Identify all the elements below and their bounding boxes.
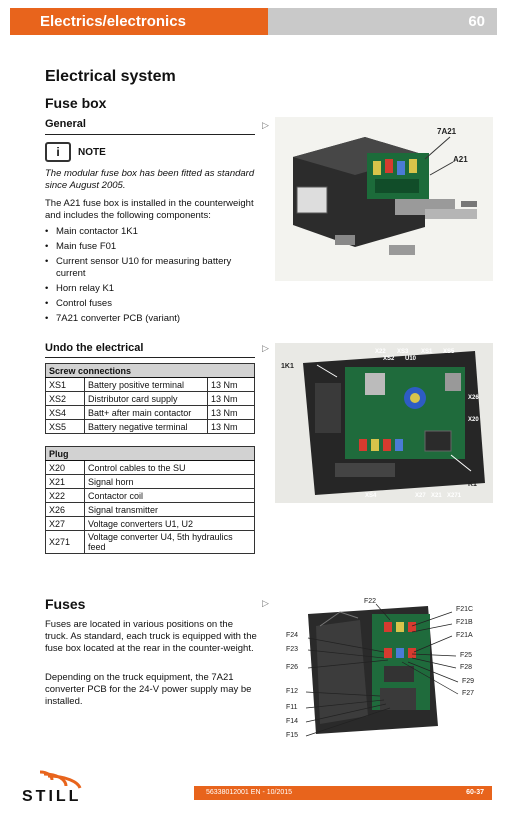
photo-label: X21 <box>431 493 442 499</box>
page-number: 60-37 <box>466 789 484 796</box>
table-row <box>46 378 255 392</box>
divider <box>45 357 255 358</box>
table-cell: Distributor card supply <box>85 392 208 406</box>
table-cell: XS4 <box>46 406 85 420</box>
photo-label: X26 <box>468 395 479 401</box>
page-header <box>10 8 497 35</box>
table-cell: Voltage converters U1, U2 <box>85 517 255 531</box>
page-title: Electrical system <box>45 68 176 85</box>
photo-label: X27 <box>415 493 426 499</box>
chapter-number: 60 <box>268 8 497 35</box>
doc-reference: 56338012001 EN - 10/2015 <box>206 789 293 796</box>
table-title: Plug <box>46 447 255 461</box>
fuse-box-photo <box>275 117 493 281</box>
photo-label: F11 <box>286 704 298 711</box>
photo-label: U10 <box>405 356 417 362</box>
header-title: Electrics/electronics <box>10 8 268 35</box>
photo-label: F21C <box>456 606 474 613</box>
table-row <box>46 489 255 503</box>
table-row <box>46 461 255 475</box>
photo-label: F27 <box>462 690 475 697</box>
table-cell: XS5 <box>46 420 85 434</box>
photo-label: F15 <box>286 732 299 739</box>
table-cell: X27 <box>46 517 85 531</box>
photo-label: F21A <box>456 632 473 639</box>
table-row <box>46 503 255 517</box>
footer-bar <box>194 786 492 800</box>
table-cell: Batt+ after main contactor <box>85 406 208 420</box>
list-item: • Main fuse F01 <box>45 241 257 253</box>
photo-label: XS3 <box>397 349 409 355</box>
photo-label: F14 <box>286 718 299 725</box>
table-cell: 13 Nm <box>208 378 255 392</box>
photo-label: XS4 <box>365 493 377 499</box>
list-item: • Horn relay K1 <box>45 283 257 295</box>
table-cell: X22 <box>46 489 85 503</box>
table-row <box>46 531 255 554</box>
photo-label: F22 <box>364 598 377 605</box>
fuse-box-layout-illustration <box>275 343 493 503</box>
fuses-text: Depending on the truck equipment, the 7A21 converter PCB for the 24-V power supply may be installed. <box>45 672 252 707</box>
photo-label: F24 <box>286 632 299 639</box>
table-title: Screw connections <box>46 364 255 378</box>
fuse-box-layout-photo <box>275 343 493 503</box>
fuses-heading: Fuses <box>45 596 86 612</box>
fuses-photo <box>280 596 493 746</box>
photo-label: XS1 <box>421 349 433 355</box>
list-item: • Control fuses <box>45 298 257 310</box>
table-cell: Battery positive terminal <box>85 378 208 392</box>
table-row <box>46 406 255 420</box>
table-cell: X20 <box>46 461 85 475</box>
intro-text: The A21 fuse box is installed in the counterweight and includes the following components: <box>45 198 254 221</box>
photo-label: XS5 <box>443 349 455 355</box>
table-row <box>46 475 255 489</box>
list-item: • Current sensor U10 for measuring battery current <box>45 256 257 280</box>
table-cell: Signal horn <box>85 475 255 489</box>
photo-label: F21B <box>456 619 473 626</box>
list-item: • Main contactor 1K1 <box>45 226 257 238</box>
table-row <box>46 392 255 406</box>
photo-label: K1 <box>468 481 477 488</box>
photo-label: 1K1 <box>281 363 294 370</box>
table-cell: Battery negative terminal <box>85 420 208 434</box>
component-list <box>45 226 257 328</box>
info-icon: i <box>45 142 71 162</box>
table-header-row <box>46 447 255 461</box>
table-header-row <box>46 364 255 378</box>
divider <box>45 134 255 135</box>
list-item: • 7A21 converter PCB (variant) <box>45 313 257 325</box>
table-row <box>46 517 255 531</box>
table-cell: X271 <box>46 531 85 554</box>
section-title: Fuse box <box>45 95 107 111</box>
note-text: The modular fuse box has been fitted as standard since August 2005. <box>45 168 255 191</box>
photo-label: F23 <box>286 646 299 653</box>
plug-table <box>45 446 255 554</box>
photo-label: XS2 <box>383 356 395 362</box>
screw-connections-table <box>45 363 255 434</box>
table-cell: XS1 <box>46 378 85 392</box>
photo-label: X22 <box>375 349 386 355</box>
table-cell: XS2 <box>46 392 85 406</box>
table-cell: Control cables to the SU <box>85 461 255 475</box>
table-row <box>46 420 255 434</box>
photo-label: 7A21 <box>437 127 457 136</box>
arrow-right-icon: ▷ <box>262 343 269 353</box>
photo-label: A21 <box>453 155 468 164</box>
general-heading: General <box>45 118 86 130</box>
photo-label: F25 <box>460 652 473 659</box>
table-cell: X21 <box>46 475 85 489</box>
fuse-box-illustration <box>275 117 493 281</box>
fuses-text: Fuses are located in various positions on the truck. As standard, each truck is equipped with the fuse box located at the rear in the counter-weight. <box>45 619 257 654</box>
table-cell: 13 Nm <box>208 392 255 406</box>
arrow-right-icon: ▷ <box>262 120 269 130</box>
arrow-right-icon: ▷ <box>262 598 269 608</box>
brand-name: STILL <box>22 788 82 805</box>
note-label: NOTE <box>78 147 106 158</box>
table-cell: Signal transmitter <box>85 503 255 517</box>
table-cell: X26 <box>46 503 85 517</box>
table-cell: Voltage converter U4, 5th hydraulics feed <box>85 531 255 554</box>
photo-label: F26 <box>286 664 299 671</box>
photo-label: F29 <box>462 678 475 685</box>
photo-label: X271 <box>447 493 462 499</box>
photo-label: F28 <box>460 664 473 671</box>
photo-label: F12 <box>286 688 299 695</box>
table-cell: Contactor coil <box>85 489 255 503</box>
undo-heading: Undo the electrical <box>45 342 144 354</box>
photo-label: X20 <box>468 417 479 423</box>
table-cell: 13 Nm <box>208 406 255 420</box>
table-cell: 13 Nm <box>208 420 255 434</box>
